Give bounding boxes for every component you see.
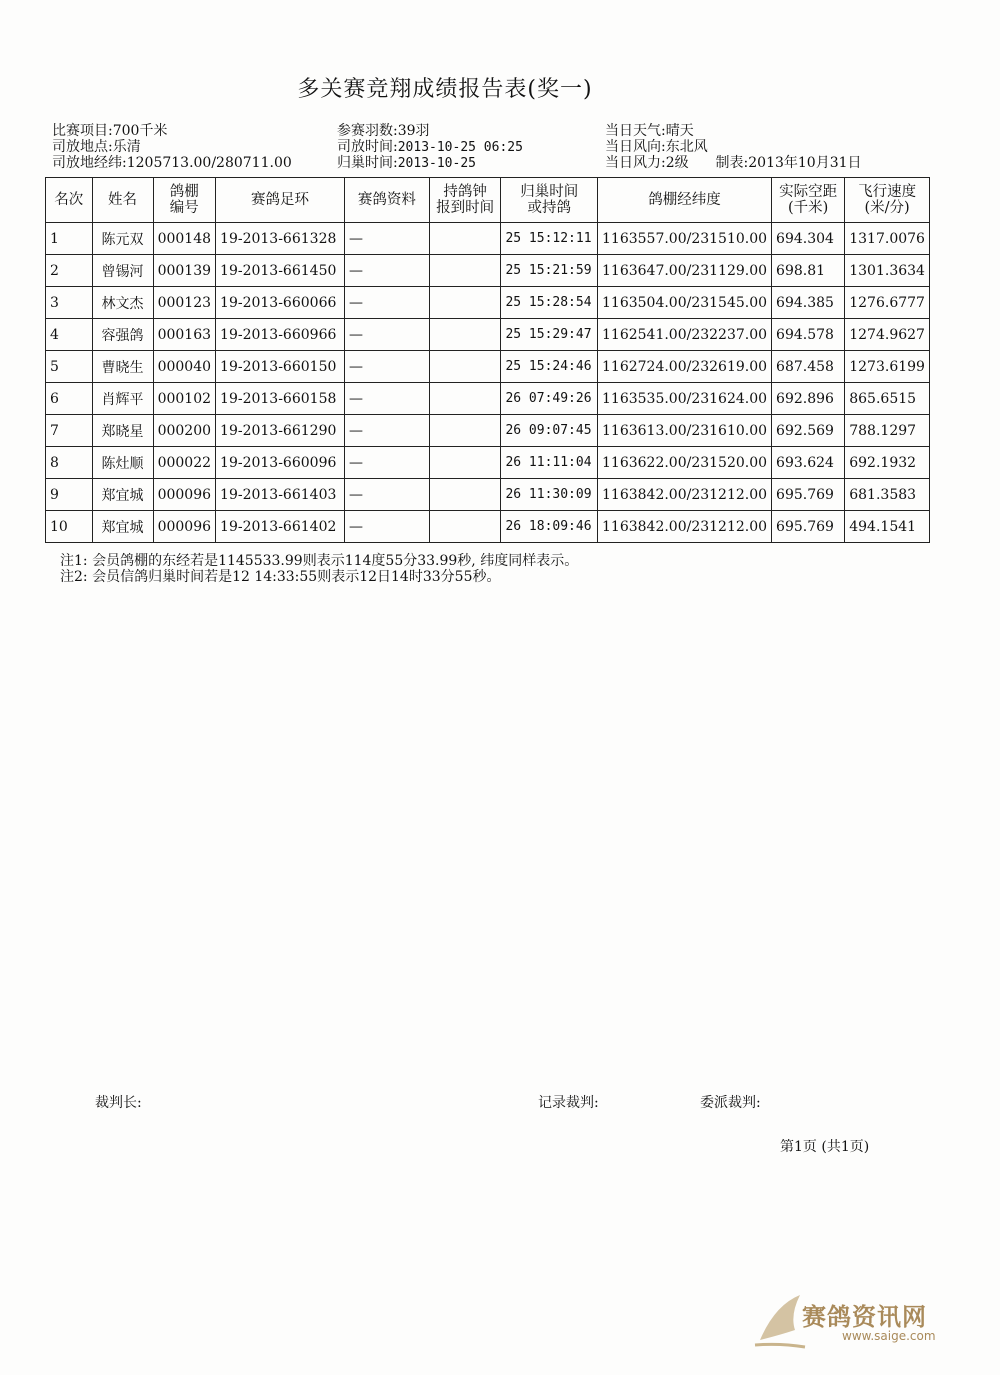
cell-loft-id: 000200 — [153, 415, 215, 447]
release-value: 2013-10-25 06:25 — [397, 140, 523, 155]
cell-rank: 6 — [46, 383, 93, 415]
cell-clock-time — [429, 383, 501, 415]
cell-coords: 1163842.00/231212.00 — [598, 511, 772, 543]
cell-clock-time — [429, 223, 501, 255]
cell-name: 曹晓生 — [92, 351, 153, 383]
cell-return-time: 26 18:09:46 — [501, 511, 598, 543]
cell-info: — — [344, 223, 429, 255]
header-row — [46, 178, 930, 223]
header-ring: 赛鸽足环 — [216, 178, 345, 223]
made-value: 2013年10月31日 — [748, 155, 862, 171]
cell-ring: 19-2013-660966 — [216, 319, 345, 351]
cell-return-time: 25 15:24:46 — [501, 351, 598, 383]
cell-name: 郑宜城 — [92, 511, 153, 543]
recorder-judge-label: 记录裁判: — [538, 1095, 599, 1111]
cell-clock-time — [429, 415, 501, 447]
note-1: 注1: 会员鸽棚的东经若是1145533.99则表示114度55分33.99秒, 纬度同样表示。 — [60, 553, 579, 569]
cell-return-time: 26 09:07:45 — [501, 415, 598, 447]
coords-info — [52, 156, 292, 170]
cell-speed: 865.6515 — [845, 383, 930, 415]
cell-speed: 681.3583 — [845, 479, 930, 511]
cell-clock-time — [429, 255, 501, 287]
cell-distance: 692.569 — [772, 415, 845, 447]
table-row — [46, 447, 930, 479]
cell-coords: 1163557.00/231510.00 — [598, 223, 772, 255]
cell-ring: 19-2013-660066 — [216, 287, 345, 319]
weather-info — [605, 124, 694, 138]
table-row — [46, 415, 930, 447]
cell-ring: 19-2013-661328 — [216, 223, 345, 255]
header-rank: 名次 — [46, 178, 93, 223]
cell-rank: 4 — [46, 319, 93, 351]
table-row — [46, 351, 930, 383]
header-distance: 实际空距 (千米) — [772, 178, 845, 223]
cell-coords: 1163622.00/231520.00 — [598, 447, 772, 479]
cell-info: — — [344, 255, 429, 287]
cell-ring: 19-2013-661290 — [216, 415, 345, 447]
cell-distance: 694.578 — [772, 319, 845, 351]
cell-return-time: 25 15:12:11 — [501, 223, 598, 255]
report-title: 多关赛竞翔成绩报告表(奖一) — [297, 77, 593, 102]
header-speed: 飞行速度 (米/分) — [845, 178, 930, 223]
cell-return-time: 26 11:11:04 — [501, 447, 598, 479]
cell-rank: 9 — [46, 479, 93, 511]
cell-distance: 694.385 — [772, 287, 845, 319]
notes — [60, 553, 578, 585]
table-row — [46, 319, 930, 351]
cell-ring: 19-2013-660158 — [216, 383, 345, 415]
wind-dir-value: 东北风 — [665, 139, 708, 155]
weather-value: 晴天 — [665, 123, 694, 139]
release-label: 司放时间: — [337, 139, 398, 155]
return-value: 2013-10-25 — [397, 156, 476, 171]
cell-rank: 5 — [46, 351, 93, 383]
location-value: 乐清 — [112, 139, 141, 155]
cell-return-time: 26 07:49:26 — [501, 383, 598, 415]
cell-name: 曾锡河 — [92, 255, 153, 287]
location-info — [52, 140, 141, 154]
location-label: 司放地点: — [52, 139, 113, 155]
cell-loft-id: 000148 — [153, 223, 215, 255]
count-info — [337, 124, 430, 138]
cell-name: 陈元双 — [92, 223, 153, 255]
release-info — [337, 140, 523, 155]
cell-coords: 1163535.00/231624.00 — [598, 383, 772, 415]
cell-speed: 1274.9627 — [845, 319, 930, 351]
cell-return-time: 25 15:28:54 — [501, 287, 598, 319]
pigeon-logo-icon — [750, 1285, 810, 1360]
table-row — [46, 479, 930, 511]
cell-return-time: 26 11:30:09 — [501, 479, 598, 511]
cell-loft-id: 000022 — [153, 447, 215, 479]
cell-name: 陈灶顺 — [92, 447, 153, 479]
table-row — [46, 383, 930, 415]
cell-distance: 687.458 — [772, 351, 845, 383]
cell-speed: 1317.0076 — [845, 223, 930, 255]
cell-clock-time — [429, 479, 501, 511]
cell-loft-id: 000096 — [153, 511, 215, 543]
cell-distance: 693.624 — [772, 447, 845, 479]
cell-coords: 1162724.00/232619.00 — [598, 351, 772, 383]
cell-coords: 1163613.00/231610.00 — [598, 415, 772, 447]
cell-speed: 1301.3634 — [845, 255, 930, 287]
cell-coords: 1162541.00/232237.00 — [598, 319, 772, 351]
cell-info: — — [344, 287, 429, 319]
cell-loft-id: 000163 — [153, 319, 215, 351]
wind-dir-info — [605, 140, 708, 154]
cell-rank: 10 — [46, 511, 93, 543]
coords-label: 司放地经纬: — [52, 155, 127, 171]
cell-coords: 1163504.00/231545.00 — [598, 287, 772, 319]
cell-distance: 695.769 — [772, 479, 845, 511]
header-coords: 鸽棚经纬度 — [598, 178, 772, 223]
cell-return-time: 25 15:29:47 — [501, 319, 598, 351]
header-info: 赛鸽资料 — [344, 178, 429, 223]
coords-value: 1205713.00/280711.00 — [126, 155, 292, 171]
cell-name: 肖辉平 — [92, 383, 153, 415]
cell-info: — — [344, 383, 429, 415]
cell-rank: 3 — [46, 287, 93, 319]
wind-force-info — [605, 156, 862, 170]
cell-info: — — [344, 319, 429, 351]
cell-clock-time — [429, 287, 501, 319]
page-number: 第1页 (共1页) — [780, 1139, 870, 1155]
cell-name: 容强鸽 — [92, 319, 153, 351]
cell-speed: 1273.6199 — [845, 351, 930, 383]
event-info — [52, 124, 167, 138]
cell-clock-time — [429, 447, 501, 479]
header-name: 姓名 — [92, 178, 153, 223]
cell-speed: 494.1541 — [845, 511, 930, 543]
cell-loft-id: 000102 — [153, 383, 215, 415]
header-return-time: 归巢时间 或持鸽 — [501, 178, 598, 223]
cell-name: 林文杰 — [92, 287, 153, 319]
weather-label: 当日天气: — [605, 123, 666, 139]
cell-coords: 1163647.00/231129.00 — [598, 255, 772, 287]
watermark-text: 赛鸽资讯网 — [802, 1303, 927, 1331]
cell-ring: 19-2013-661450 — [216, 255, 345, 287]
note-2: 注2: 会员信鸽归巢时间若是12 14:33:55则表示12日14时33分55秒。 — [60, 569, 501, 585]
cell-loft-id: 000096 — [153, 479, 215, 511]
cell-rank: 2 — [46, 255, 93, 287]
cell-ring: 19-2013-660150 — [216, 351, 345, 383]
table-row — [46, 511, 930, 543]
cell-distance: 694.304 — [772, 223, 845, 255]
cell-coords: 1163842.00/231212.00 — [598, 479, 772, 511]
made-label: 制表: — [715, 155, 749, 171]
cell-loft-id: 000123 — [153, 287, 215, 319]
cell-rank: 8 — [46, 447, 93, 479]
return-info — [337, 156, 476, 171]
cell-ring: 19-2013-661402 — [216, 511, 345, 543]
results-table — [45, 177, 930, 543]
wind-dir-label: 当日风向: — [605, 139, 666, 155]
header-loft-id: 鸽棚 编号 — [153, 178, 215, 223]
cell-distance: 692.896 — [772, 383, 845, 415]
cell-distance: 698.81 — [772, 255, 845, 287]
cell-ring: 19-2013-660096 — [216, 447, 345, 479]
cell-info: — — [344, 511, 429, 543]
event-label: 比赛项目: — [52, 123, 113, 139]
cell-ring: 19-2013-661403 — [216, 479, 345, 511]
cell-info: — — [344, 479, 429, 511]
cell-loft-id: 000040 — [153, 351, 215, 383]
cell-rank: 1 — [46, 223, 93, 255]
cell-speed: 788.1297 — [845, 415, 930, 447]
return-label: 归巢时间: — [337, 155, 398, 171]
table-row — [46, 287, 930, 319]
cell-rank: 7 — [46, 415, 93, 447]
chief-judge-label: 裁判长: — [95, 1095, 142, 1111]
cell-name: 郑晓星 — [92, 415, 153, 447]
count-label: 参赛羽数: — [337, 123, 398, 139]
cell-distance: 695.769 — [772, 511, 845, 543]
cell-clock-time — [429, 319, 501, 351]
cell-info: — — [344, 351, 429, 383]
delegate-judge-label: 委派裁判: — [700, 1095, 761, 1111]
cell-clock-time — [429, 511, 501, 543]
cell-info: — — [344, 447, 429, 479]
count-value: 39羽 — [397, 123, 430, 139]
cell-speed: 1276.6777 — [845, 287, 930, 319]
header-clock-time: 持鸽钟 报到时间 — [429, 178, 501, 223]
watermark-url: www.saige.com — [842, 1329, 936, 1343]
cell-name: 郑宜城 — [92, 479, 153, 511]
event-value: 700千米 — [112, 123, 168, 139]
wind-force-label: 当日风力: — [605, 155, 666, 171]
cell-speed: 692.1932 — [845, 447, 930, 479]
cell-loft-id: 000139 — [153, 255, 215, 287]
cell-clock-time — [429, 351, 501, 383]
cell-info: — — [344, 415, 429, 447]
table-row — [46, 255, 930, 287]
cell-return-time: 25 15:21:59 — [501, 255, 598, 287]
wind-force-value: 2级 — [665, 155, 689, 171]
site-watermark — [750, 1285, 970, 1360]
table-row — [46, 223, 930, 255]
